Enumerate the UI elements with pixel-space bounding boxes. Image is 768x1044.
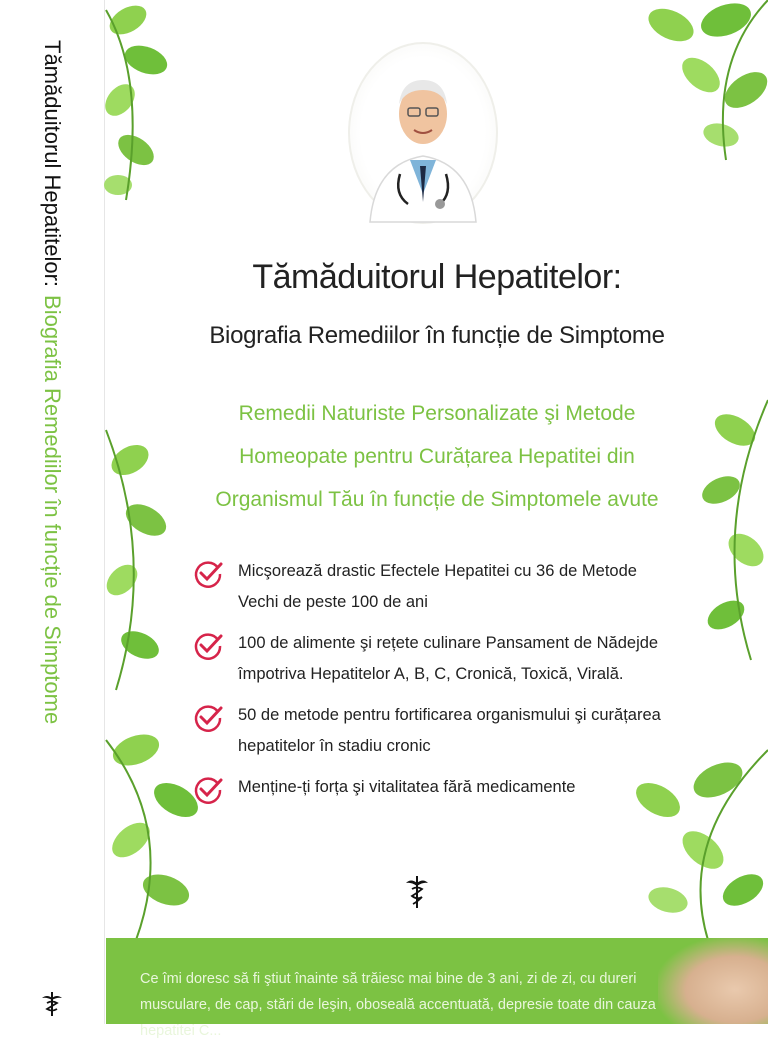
benefit-item	[192, 772, 662, 803]
spine-title	[41, 40, 63, 724]
tagline-line: Organismul Tău în funcție de Simptomele avute	[215, 488, 659, 511]
book-subtitle: Biografia Remediilor în funcție de Simptome	[209, 322, 665, 349]
tagline-line: Homeopate pentru Curățarea Hepatitei din	[239, 445, 635, 468]
benefit-text: 50 de metode pentru fortificarea organismului şi curățarea hepatitelor în stadiu cronic	[238, 706, 661, 755]
caduceus-icon	[38, 990, 66, 1018]
book-title: Tămăduitorul Hepatitelor:	[252, 258, 622, 296]
benefit-item	[192, 628, 662, 690]
footer-band	[106, 938, 768, 1039]
benefits-list	[192, 556, 662, 813]
tagline	[146, 392, 728, 521]
benefit-item	[192, 700, 662, 762]
check-circle-icon	[192, 774, 224, 806]
benefit-text: Micşorează drastic Efectele Hepatitei cu 36 de Metode Vechi de peste 100 de ani	[238, 562, 637, 611]
check-circle-icon	[192, 630, 224, 662]
check-circle-icon	[192, 558, 224, 590]
benefit-text: Menține-ți forța şi vitalitatea fără medicamente	[238, 778, 576, 796]
leaves-top-right	[631, 0, 768, 160]
caduceus-icon	[404, 874, 430, 910]
leaves-top-left	[106, 0, 196, 200]
front-cover	[106, 0, 768, 1039]
spine-title-part2: Biografia Remediilor în funcție de Simptome	[40, 295, 65, 725]
doctor-portrait	[348, 42, 498, 224]
benefit-text: 100 de alimente şi rețete culinare Pansament de Nădejde împotriva Hepatitelor A, B, C, Cronică, Toxică, Virală.	[238, 634, 659, 683]
book-spine	[0, 0, 105, 1024]
tagline-line: Remedii Naturiste Personalizate şi Metode	[238, 402, 636, 425]
footer-teaser: Ce îmi doresc să fi ştiut înainte să trăiesc mai bine de 3 ani, zi de zi, cu dureri musculare, de cap, stări de leşin, oboseală accentuată, depresie toate din cauza hepatitei C...	[140, 971, 656, 1039]
benefit-item	[192, 556, 662, 618]
spine-title-part1: Tămăduitorul Hepatitelor:	[40, 40, 65, 288]
check-circle-icon	[192, 702, 224, 734]
